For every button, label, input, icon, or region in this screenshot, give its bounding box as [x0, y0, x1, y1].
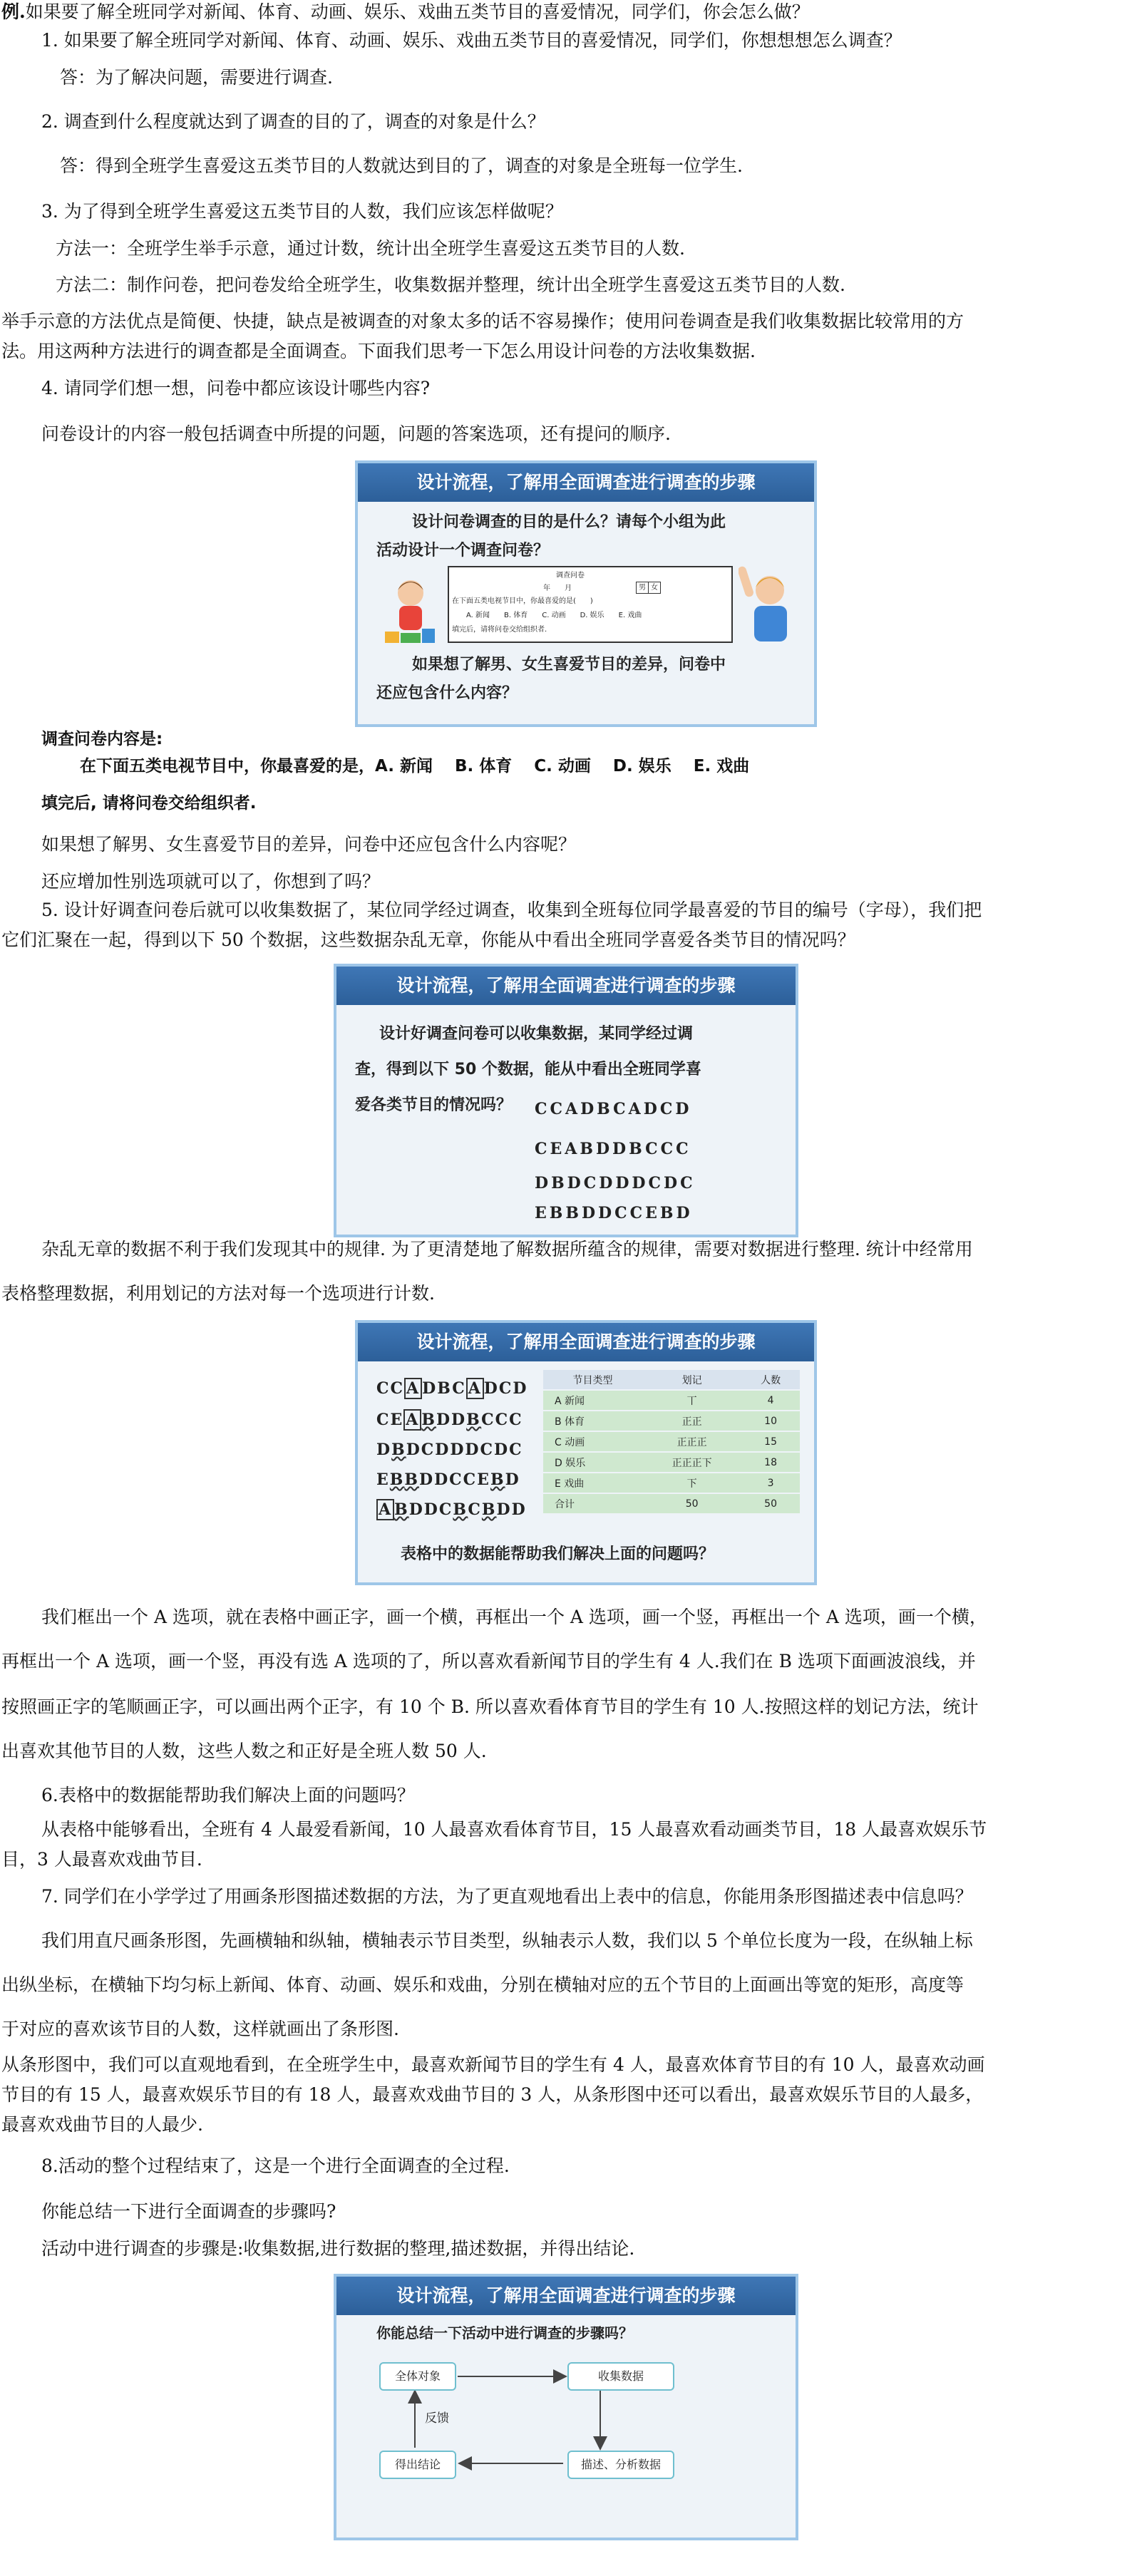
- question-2: 2. 调查到什么程度就达到了调查的目的了，调查的对象是什么？: [41, 111, 545, 132]
- table-cell: 正正正: [642, 1431, 741, 1452]
- step-question: 你能总结一下进行全面调查的步骤吗?: [41, 2201, 336, 2222]
- slide-card-tally-table: [355, 1320, 817, 1585]
- slide-card-survey-steps: [334, 2274, 798, 2540]
- question-5-line2: 它们汇聚在一起，得到以下 50 个数据，这些数据杂乱无章，你能从中看出全班同学喜爱各类节目的情况吗？: [1, 929, 855, 950]
- answer-2: 答：得到全班学生喜爱这五类节目的人数就达到目的了，调查的对象是全班每一位学生.: [60, 155, 743, 176]
- card-text-line: 活动设计一个调查问卷？: [376, 542, 550, 560]
- marked-data-row: CE A BDDBCCC: [376, 1411, 523, 1429]
- method-comparison-line1: 举手示意的方法优点是简便、快捷，缺点是被调查的对象太多的话不容易操作；使用问卷调查是我们收集数据比较常用的方: [1, 311, 964, 331]
- table-row: [543, 1390, 800, 1411]
- answer-1: 答：为了解决问题，需要进行调查.: [60, 67, 333, 88]
- card-text-line: 设计问卷调查的目的是什么？请每个小组为此: [412, 513, 726, 531]
- card-title: 设计流程，了解用全面调查进行调查的步骤: [336, 967, 796, 1005]
- bar-chart-method-line2: 出纵坐标，在横轴下均匀标上新闻、体育、动画、娱乐和戏曲，分别在横轴对应的五个节目的上面画出等宽的矩形，高度等: [1, 1974, 964, 1995]
- table-cell: C 动画: [543, 1431, 642, 1452]
- table-cell: 正正正下: [642, 1452, 741, 1473]
- card-title: 设计流程，了解用全面调查进行调查的步骤: [358, 1323, 814, 1361]
- question-3: 3. 为了得到全班学生喜爱这五类节目的人数，我们应该怎样做呢？: [41, 201, 563, 222]
- bar-chart-summary-line3: 最喜欢戏曲节目的人最少.: [1, 2114, 203, 2135]
- flow-step-all-subjects: 全体对象: [379, 2362, 456, 2391]
- marked-data-row: A BDDCBCBDD: [376, 1497, 527, 1523]
- raw-data-row: EBBDDCCEBD: [535, 1204, 693, 1222]
- child-illustration: [382, 575, 439, 646]
- bar-chart-summary-line1: 从条形图中，我们可以直观地看到，在全班学生中，最喜欢新闻节目的学生有 4 人，最喜欢体育节目的有 10 人，最喜欢动画: [1, 2054, 985, 2075]
- table-row: [543, 1452, 800, 1473]
- tally-line1: 我们框出一个 A 选项，就在表格中画正字，画一个横，再框出一个 A 选项，画一个竖，再框出一个 A 选项，画一个横，: [41, 1607, 987, 1627]
- table-cell: 50: [642, 1493, 741, 1513]
- table-cell: 丅: [642, 1390, 741, 1411]
- step-answer: 活动中进行调查的步骤是:收集数据,进行数据的整理,描述数据，并得出结论.: [41, 2238, 635, 2259]
- column-header: 人数: [741, 1370, 800, 1390]
- table-cell: 18: [741, 1452, 800, 1473]
- survey-female-box: 女: [648, 582, 661, 594]
- card-question: 你能总结一下活动中进行调查的步骤吗？: [376, 2324, 633, 2341]
- table-cell: B 体育: [543, 1411, 642, 1431]
- question-7: 7. 同学们在小学学过了用画条形图描述数据的方法，为了更直观地看出上表中的信息，你能用条形图描述表中信息吗？: [41, 1886, 973, 1907]
- method-1: 方法一：全班学生举手示意，通过计数，统计出全班学生喜爱这五类节目的人数.: [56, 238, 685, 259]
- card-title: 设计流程，了解用全面调查进行调查的步骤: [358, 463, 814, 502]
- table-cell: D 娱乐: [543, 1452, 642, 1473]
- card-text-line: 设计好调查问卷可以收集数据，某同学经过调: [379, 1025, 694, 1043]
- bar-chart-summary-line2: 节目的有 15 人，最喜欢娱乐节目的有 18 人，最喜欢戏曲节目的 3 人，从条形图中还可以看出，最喜欢娱乐节目的人最多，: [1, 2084, 984, 2105]
- survey-content-line: 在下面五类电视节目中，你最喜爱的是，A. 新闻 B. 体育 C. 动画 D. 娱乐 E. 戏曲: [80, 757, 750, 776]
- table-cell: 正正: [642, 1411, 741, 1431]
- table-row: [543, 1431, 800, 1452]
- example-intro: [1, 1, 810, 23]
- tally-line3: 按照画正字的笔顺画正字，可以画出两个正字，有 10 个 B. 所以喜欢看体育节目的学生有 10 人.按照这样的划记方法，统计: [1, 1696, 979, 1717]
- gender-question: 如果想了解男、女生喜爱节目的差异，问卷中还应包含什么内容呢？: [41, 834, 577, 855]
- bar-chart-method-line3: 于对应的喜欢该节目的人数，这样就画出了条形图.: [1, 2019, 399, 2039]
- table-cell: 4: [741, 1390, 800, 1411]
- flow-step-collect-data: 收集数据: [567, 2362, 674, 2391]
- table-header-row: [543, 1370, 800, 1390]
- flow-arrows: [336, 2315, 790, 2532]
- raw-data-row: CEABDDBCCC: [535, 1140, 691, 1158]
- messy-data-line1: 杂乱无章的数据不利于我们发现其中的规律. 为了更清楚地了解数据所蕴含的规律，需要对数据进行整理. 统计中经常用: [41, 1239, 973, 1259]
- method-2: 方法二：制作问卷，把问卷发给全班学生，收集数据并整理，统计出全班学生喜爱这五类节目的人数.: [56, 274, 845, 295]
- raw-data-row: CCADBCADCD: [535, 1100, 692, 1118]
- table-cell: 10: [741, 1411, 800, 1431]
- table-row: [543, 1493, 800, 1513]
- flow-step-describe-analyze: 描述、分析数据: [567, 2451, 674, 2479]
- table-cell: 3: [741, 1473, 800, 1493]
- survey-form: [448, 566, 733, 643]
- table-cell: 15: [741, 1431, 800, 1452]
- survey-male-box: 男: [636, 582, 649, 594]
- example-text: 如果要了解全班同学对新闻、体育、动画、娱乐、戏曲五类节目的喜爱情况，同学们，你会怎么做？: [25, 1, 810, 22]
- card-text-line: 还应包含什么内容？: [376, 684, 518, 702]
- table-cell: 50: [741, 1493, 800, 1513]
- tally-line4: 出喜欢其他节目的人数，这些人数之和正好是全班人数 50 人.: [1, 1741, 487, 1761]
- answer-4: 问卷设计的内容一般包括调查中所提的问题，问题的答案选项，还有提问的顺序.: [41, 423, 671, 444]
- marked-data-row: EBBDDCCEBD: [376, 1470, 520, 1489]
- raw-data-row: DBDCDDDCDC: [535, 1174, 696, 1192]
- table-cell: E 戏曲: [543, 1473, 642, 1493]
- card-text-line: 查，得到以下 50 个数据，能从中看出全班同学喜: [355, 1061, 701, 1078]
- card-text-line: 如果想了解男、女生喜爱节目的差异，问卷中: [412, 656, 726, 674]
- survey-footer: 填完后，请将问卷交给组织者.: [452, 626, 547, 634]
- method-comparison-line2: 法。用这两种方法进行的调查都是全面调查。下面我们思考一下怎么用设计问卷的方法收集数据.: [1, 341, 756, 361]
- survey-date: 年 月: [543, 584, 572, 592]
- bar-chart-method-line1: 我们用直尺画条形图，先画横轴和纵轴，横轴表示节目类型，纵轴表示人数，我们以 5 个单位长度为一段，在纵轴上标: [41, 1930, 973, 1951]
- card-text-line: 爱各类节目的情况吗？: [355, 1096, 513, 1114]
- messy-data-line2: 表格整理数据，利用划记的方法对每一个选项进行计数.: [1, 1283, 435, 1304]
- gender-answer: 还应增加性别选项就可以了，你想到了吗？: [41, 871, 381, 892]
- question-4: 4. 请同学们想一想，问卷中都应该设计哪些内容?: [41, 378, 431, 398]
- boy-illustration: [739, 565, 796, 644]
- raw-data-row: [535, 1230, 695, 1237]
- survey-question: 在下面五类电视节目中，你最喜爱的是( ): [452, 597, 593, 605]
- table-cell: A 新闻: [543, 1390, 642, 1411]
- marked-data-row: CC A DBC A DCD: [376, 1379, 528, 1398]
- question-8: 8.活动的整个过程结束了，这是一个进行全面调查的全过程.: [41, 2155, 510, 2176]
- question-6: 6.表格中的数据能帮助我们解决上面的问题吗？: [41, 1785, 415, 1805]
- table-row: [543, 1411, 800, 1431]
- table-cell: 合计: [543, 1493, 642, 1513]
- table-cell: 下: [642, 1473, 741, 1493]
- table-row: [543, 1473, 800, 1493]
- slide-card-raw-data: [334, 964, 798, 1237]
- survey-content-footer: 填完后, 请将问卷交给组织者.: [41, 794, 257, 813]
- answer-6-line1: 从表格中能够看出，全班有 4 人最爱看新闻，10 人最喜欢看体育节目，15 人最喜欢看动画类节目，18 人最喜欢娱乐节: [41, 1819, 987, 1840]
- flow-step-conclusion: 得出结论: [379, 2451, 456, 2479]
- answer-6-line2: 目，3 人最喜欢戏曲节目.: [1, 1849, 202, 1870]
- feedback-label: 反馈: [425, 2411, 449, 2426]
- card-caption: 表格中的数据能帮助我们解决上面的问题吗？: [401, 1545, 715, 1563]
- tally-table: [543, 1370, 800, 1513]
- survey-content-title: 调查问卷内容是:: [41, 730, 163, 748]
- tally-line2: 再框出一个 A 选项，画一个竖，再没有选 A 选项的了，所以喜欢看新闻节目的学生有 4 人.我们在 B 选项下面画波浪线，并: [1, 1651, 976, 1671]
- column-header: 节目类型: [543, 1370, 642, 1390]
- example-label: 例.: [1, 1, 26, 22]
- survey-title: 调查问卷: [556, 572, 585, 579]
- question-1: 1. 如果要了解全班同学对新闻、体育、动画、娱乐、戏曲五类节目的喜爱情况，同学们，你想想想怎么调查？: [41, 30, 902, 51]
- card-title: 设计流程，了解用全面调查进行调查的步骤: [336, 2277, 796, 2315]
- slide-card-survey-design: [355, 460, 817, 727]
- question-5-line1: 5. 设计好调查问卷后就可以收集数据了，某位同学经过调查，收集到全班每位同学最喜爱的节目的编号（字母），我们把: [41, 900, 982, 920]
- marked-data-row: DBDCDDDCDC: [376, 1441, 523, 1459]
- column-header: 划记: [642, 1370, 741, 1390]
- survey-options: A. 新闻 B. 体育 C. 动画 D. 娱乐 E. 戏曲: [466, 612, 642, 619]
